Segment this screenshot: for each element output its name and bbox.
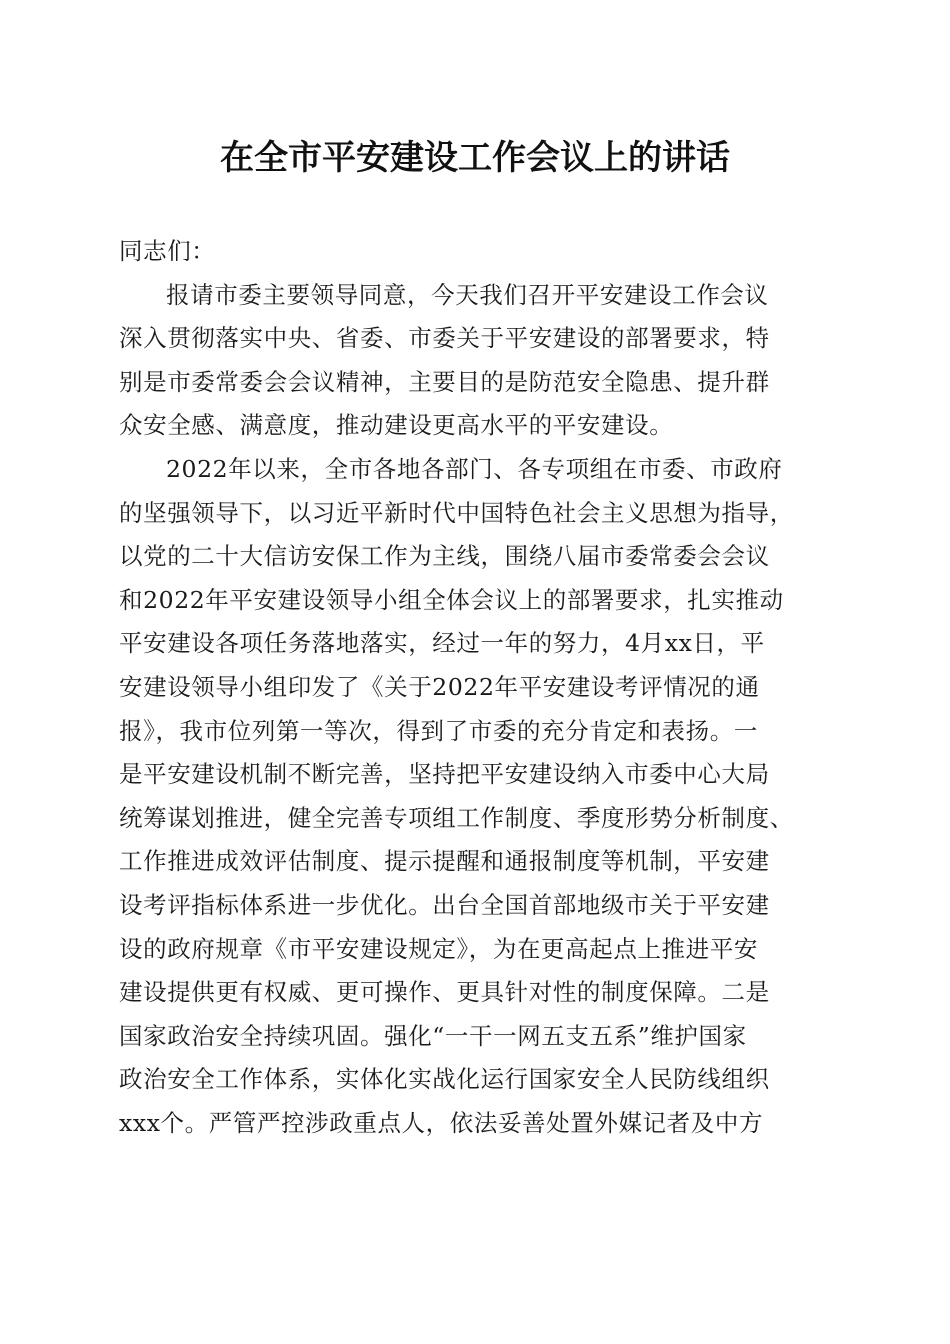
paragraph-1 bbox=[119, 274, 831, 448]
paragraph-line: 和2022年平安建设领导小组全体会议上的部署要求，扎实推动 bbox=[119, 585, 784, 614]
paragraph-line: 安建设领导小组印发了《关于2022年平安建设考评情况的通 bbox=[119, 672, 760, 701]
paragraph-line: 平安建设各项任务落地落实，经过一年的努力，4月xx日，平 bbox=[119, 629, 765, 658]
paragraph-line: 工作推进成效评估制度、提示提醒和通报制度等机制，平安建 bbox=[119, 847, 770, 876]
paragraph-line: 设考评指标体系进一步优化。出台全国首部地级市关于平安建 bbox=[119, 890, 770, 919]
paragraph-line: 的坚强领导下，以习近平新时代中国特色社会主义思想为指导， bbox=[119, 498, 794, 527]
salutation: 同志们： bbox=[119, 237, 216, 265]
paragraph-line: 设的政府规章《市平安建设规定》，为在更高起点上推进平安 bbox=[119, 934, 758, 963]
paragraph-line: 是平安建设机制不断完善，坚持把平安建设纳入市委中心大局 bbox=[119, 760, 770, 789]
paragraph-line: 建设提供更有权威、更可操作、更具针对性的制度保障。二是 bbox=[119, 978, 770, 1007]
paragraph-line: 政治安全工作体系，实体化实战化运行国家安全人民防线组织 bbox=[119, 1065, 770, 1094]
paragraph-line: 以党的二十大信访安保工作为主线，围绕八届市委常委会会议 bbox=[119, 542, 770, 571]
paragraph-line: 2022年以来，全市各地各部门、各专项组在市委、市政府 bbox=[166, 454, 783, 483]
document-title: 在全市平安建设工作会议上的讲话 bbox=[220, 138, 730, 178]
paragraph-2 bbox=[119, 448, 831, 1146]
paragraph-line: xxx个。严管严控涉政重点人，依法妥善处置外媒记者及中方 bbox=[119, 1108, 764, 1137]
paragraph-line: 深入贯彻落实中央、省委、市委关于平安建设的部署要求，特 bbox=[119, 324, 770, 353]
paragraph-line: 别是市委常委会会议精神，主要目的是防范安全隐患、提升群 bbox=[119, 367, 770, 396]
paragraph-line: 统筹谋划推进，健全完善专项组工作制度、季度形势分析制度、 bbox=[119, 803, 794, 832]
paragraph-line: 报请市委主要领导同意，今天我们召开平安建设工作会议 bbox=[166, 280, 769, 309]
paragraph-line: 报》，我市位列第一等次，得到了市委的充分肯定和表扬。一 bbox=[119, 716, 758, 745]
document-body bbox=[119, 230, 831, 1145]
paragraph-line: 众安全感、满意度，推动建设更高水平的平安建设。 bbox=[119, 411, 674, 440]
paragraph-line: 国家政治安全持续巩固。强化“一干一网五支五系”维护国家 bbox=[119, 1021, 747, 1050]
